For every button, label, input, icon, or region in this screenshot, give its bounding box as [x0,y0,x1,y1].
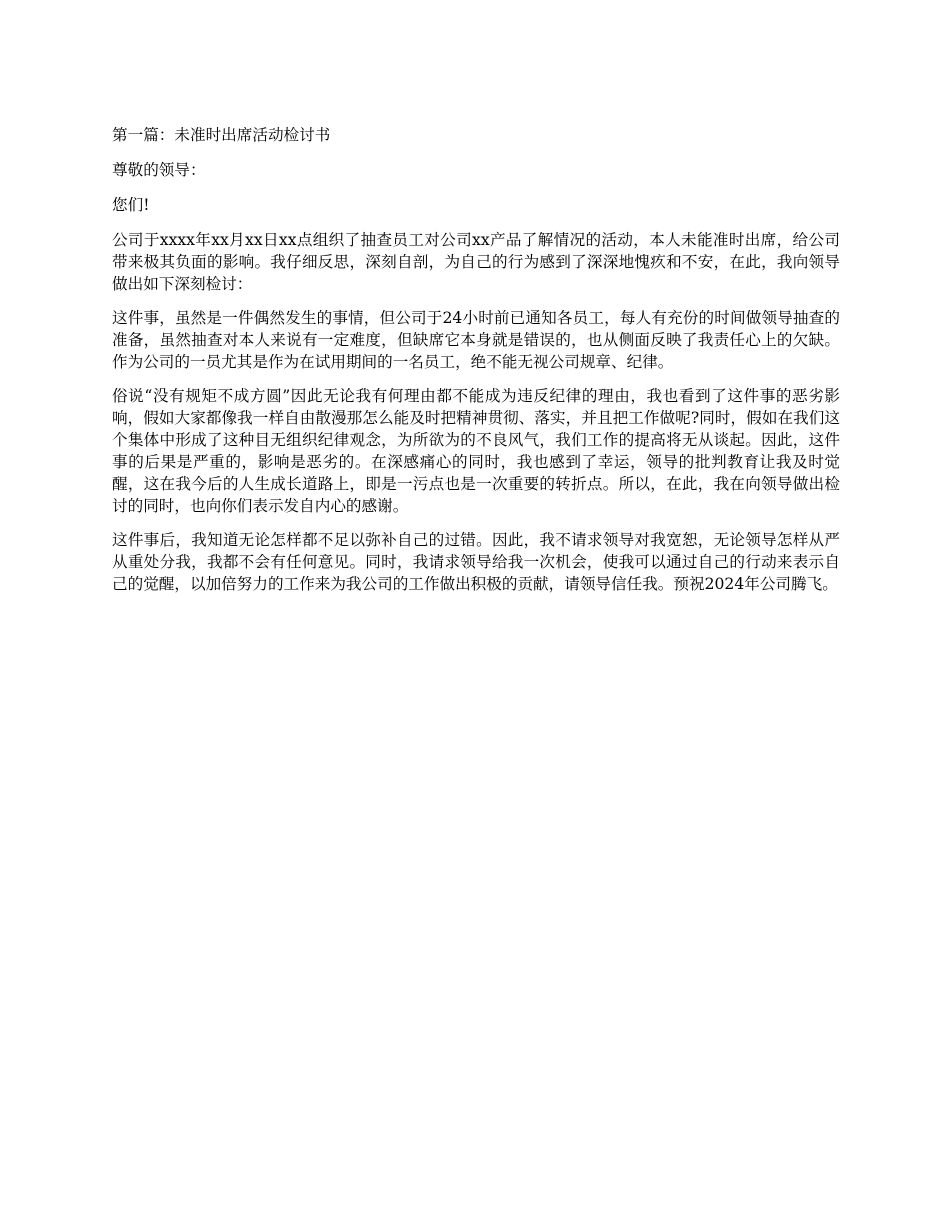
paragraph-1: 公司于xxxx年xx月xx日xx点组织了抽查员工对公司xx产品了解情况的活动，本人未能准时出席，给公司带来极其负面的影响。我仔细反思，深刻自剖，为自己的行为感到了深深地愧疚和不安，在此，我向领导做出如下深刻检讨： [112,231,840,293]
greeting: 您们! [112,196,150,214]
document-body [112,124,840,607]
paragraph-4: 这件事后，我知道无论怎样都不足以弥补自己的过错。因此，我不请求领导对我宽恕，无论领导怎样从严从重处分我，我都不会有任何意见。同时，我请求领导给我一次机会，使我可以通过自己的行动来表示自己的觉醒，以加倍努力的工作来为我公司的工作做出积极的贡献，请领导信任我。预祝2024年公司腾飞。 [112,531,840,593]
paragraph-2: 这件事，虽然是一件偶然发生的事情，但公司于24小时前已通知各员工，每人有充份的时间做领导抽查的准备，虽然抽查对本人来说有一定难度，但缺席它本身就是错误的，也从侧面反映了我责任心上的欠缺。作为公司的一员尤其是作为在试用期间的一名员工，绝不能无视公司规章、纪律。 [112,309,840,371]
salutation: 尊敬的领导： [112,161,206,179]
paragraph-3: 俗说“没有规矩不成方圆”因此无论我有何理由都不能成为违反纪律的理由，我也看到了这件事的恶劣影响，假如大家都像我一样自由散漫那怎么能及时把精神贯彻、落实，并且把工作做呢?同时，假如在我们这个集体中形成了这种目无组织纪律观念，为所欲为的不良风气，我们工作的提高将无从谈起。因此，这件事的后果是严重的，影响是恶劣的。在深感痛心的同时，我也感到了幸运，领导的批判教育让我及时觉醒，这在我今后的人生成长道路上，即是一污点也是一次重要的转折点。所以，在此，我在向领导做出检讨的同时，也向你们表示发自内心的感谢。 [112,387,840,515]
document-title: 第一篇：未准时出席活动检讨书 [112,126,331,144]
